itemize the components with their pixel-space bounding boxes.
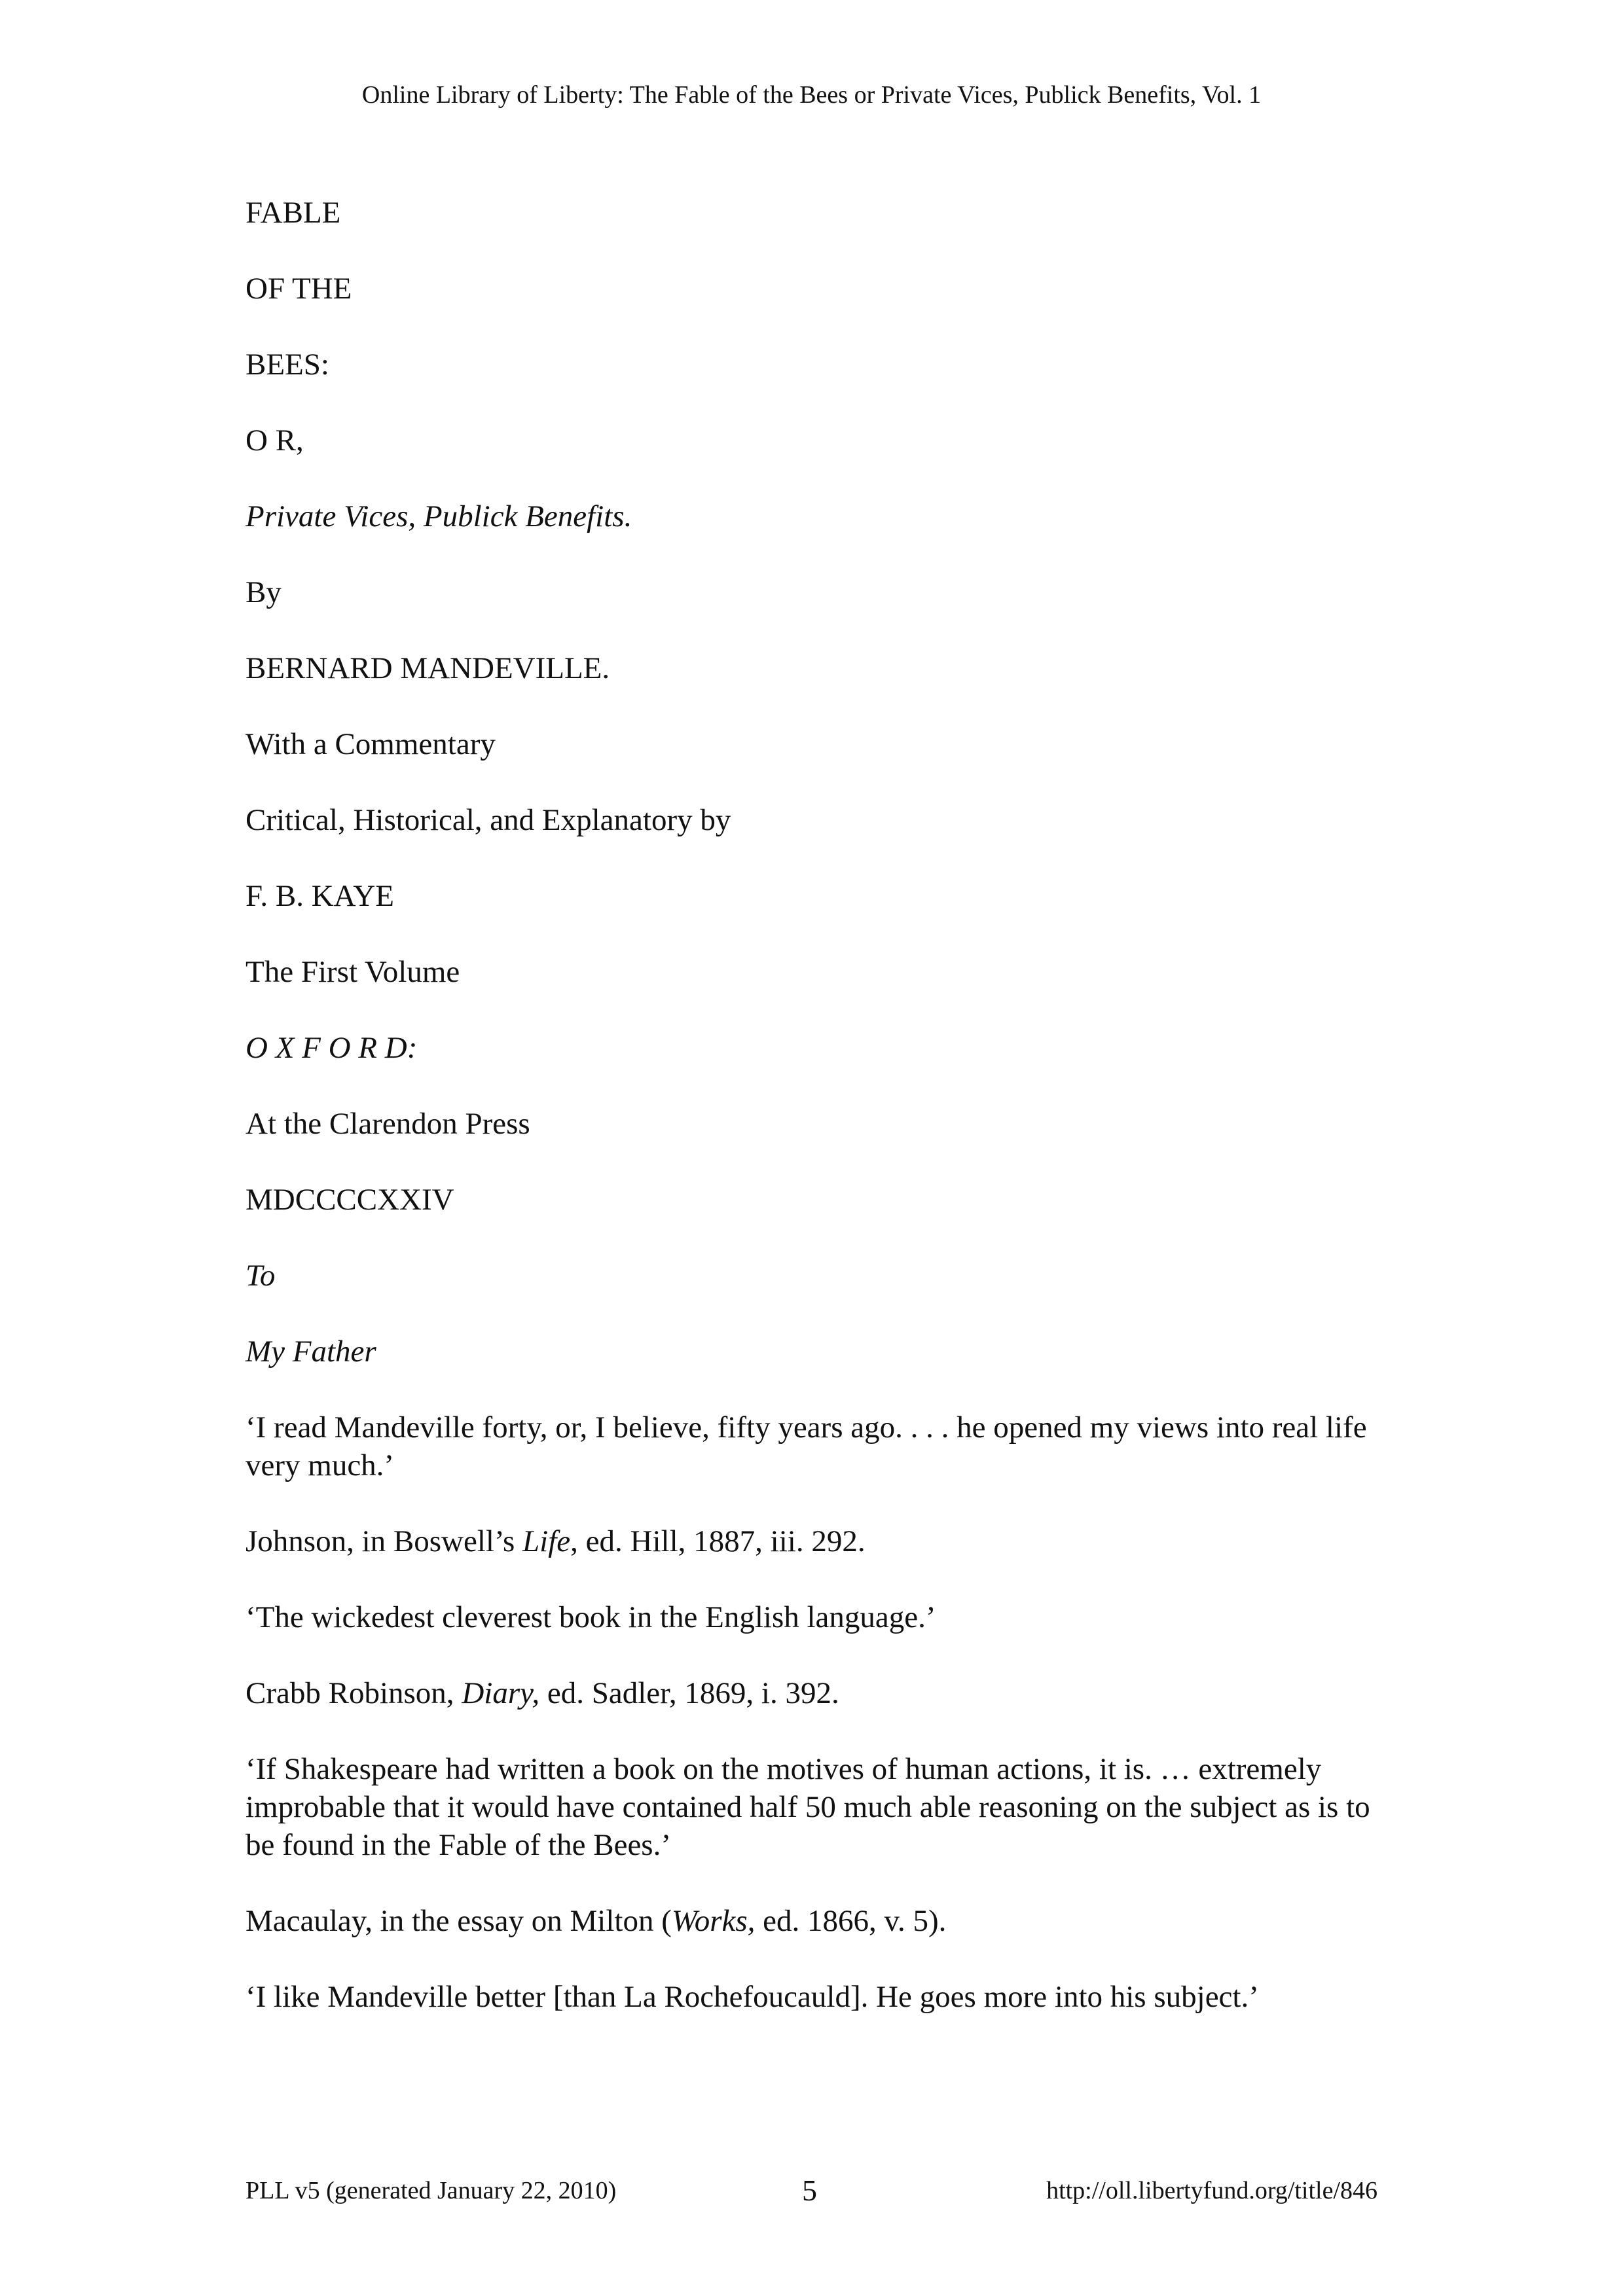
author-name: BERNARD MANDEVILLE. xyxy=(246,651,610,685)
volume-label: The First Volume xyxy=(246,955,460,989)
source-title: Life xyxy=(522,1524,571,1558)
by-line: By xyxy=(246,575,282,609)
title-line-fable: FABLE xyxy=(246,196,341,230)
source-title: Works, xyxy=(671,1904,756,1938)
epigraph-quote-johnson: ‘I read Mandeville forty, or, I believe, fifty years ago. . . . he opened my views into real life very much.’ xyxy=(246,1410,1367,1482)
publication-year: MDCCCCXXIV xyxy=(246,1183,454,1217)
source-text: ed. 1866, v. 5). xyxy=(755,1904,947,1938)
epigraph-source-robinson xyxy=(246,1674,1385,1712)
source-text: ed. Sadler, 1869, i. 392. xyxy=(539,1676,839,1710)
publication-place: O X F O R D: xyxy=(246,1031,418,1065)
title-line-of-the: OF THE xyxy=(246,272,352,306)
source-text: Johnson, in Boswell’s xyxy=(246,1524,523,1558)
epigraph-quote-mandeville: ‘I like Mandeville better [than La Rochefoucauld]. He goes more into his subject.’ xyxy=(246,1980,1259,2014)
footer-generated: PLL v5 (generated January 22, 2010) xyxy=(246,2177,617,2204)
page-number: 5 xyxy=(802,2174,817,2207)
source-text: , ed. Hill, 1887, iii. 292. xyxy=(570,1524,866,1558)
dedication-to: To xyxy=(246,1259,276,1293)
page-content xyxy=(246,194,1385,2054)
epigraph-source-macaulay xyxy=(246,1902,1385,1940)
source-text: Macaulay, in the essay on Milton ( xyxy=(246,1904,672,1938)
editor-name: F. B. KAYE xyxy=(246,879,394,913)
publisher-name: At the Clarendon Press xyxy=(246,1107,530,1141)
commentary-line-1: With a Commentary xyxy=(246,727,496,761)
title-line-or: O R, xyxy=(246,423,304,457)
book-subtitle: Private Vices, Publick Benefits. xyxy=(246,499,632,533)
footer-url[interactable]: http://oll.libertyfund.org/title/846 xyxy=(1046,2177,1377,2204)
source-title: Diary, xyxy=(462,1676,540,1710)
epigraph-quote-robinson: ‘The wickedest cleverest book in the English language.’ xyxy=(246,1600,936,1634)
epigraph-source-johnson xyxy=(246,1522,1385,1560)
source-text: Crabb Robinson, xyxy=(246,1676,462,1710)
commentary-line-2: Critical, Historical, and Explanatory by xyxy=(246,803,731,837)
running-header: Online Library of Liberty: The Fable of the Bees or Private Vices, Publick Benefits, Vol. 1 xyxy=(361,81,1262,109)
title-line-bees: BEES: xyxy=(246,348,329,382)
dedication-recipient: My Father xyxy=(246,1335,376,1369)
epigraph-quote-macaulay: ‘If Shakespeare had written a book on the motives of human actions, it is. … extremely improbable that it would have contained half 50 much able reasoning on the subject as is to be found in the Fable of the Bees.’ xyxy=(246,1752,1370,1862)
